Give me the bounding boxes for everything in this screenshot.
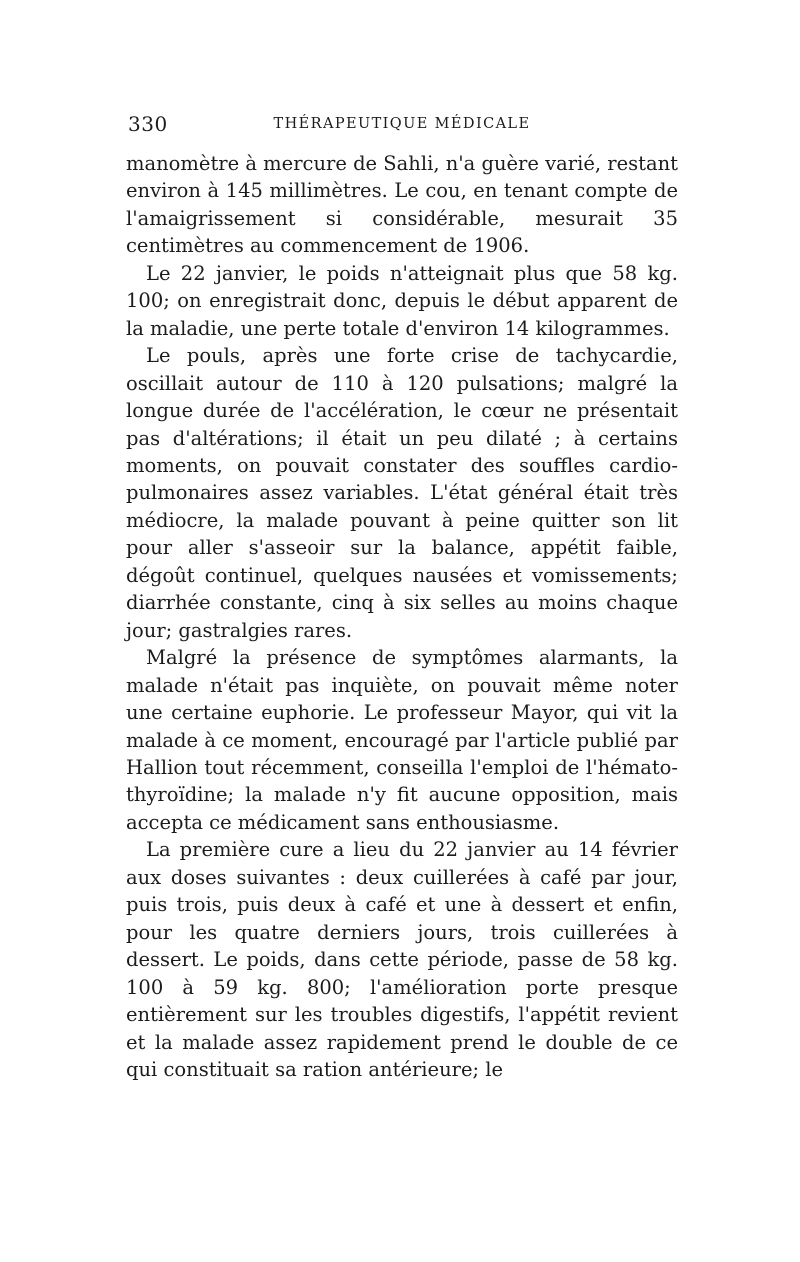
paragraph-pulse: Le pouls, après une forte crise de tachycardie, oscillait autour de 110 à 120 pulsations; malgré la longue durée de l'accélération, le cœur ne présentait pas d'altérations; il était un peu dilaté ; à certains moments, on pouvait constater des souffles cardio-pulmonaires assez variables. L'état général était très médiocre, la malade pouvant à peine quitter son lit pour aller s'asseoir sur la balance, appétit faible, dégoût continuel, quelques nausées et vomissements; diarrhée constante, cinq à six selles au moins chaque jour; gastralgies rares. (126, 344, 678, 642)
running-head (128, 112, 676, 142)
body-text (126, 150, 678, 1083)
running-title: THÉRAPEUTIQUE MÉDICALE (273, 116, 531, 132)
paragraph-weight: Le 22 janvier, le poids n'atteignait plus que 58 kg. 100; on enregistrait donc, depuis le début apparent de la maladie, une perte totale d'environ 14 kilogrammes. (126, 261, 678, 340)
paragraph-first-cure: La première cure a lieu du 22 janvier au 14 février aux doses suivantes : deux cuillerées à café par jour, puis trois, puis deux à café et une à dessert et enfin, pour les quatre derniers jours, trois cuillerées à dessert. Le poids, dans cette période, passe de 58 kg. 100 à 59 kg. 800; l'amélioration porte presque entièrement sur les troubles digestifs, l'appétit revient et la malade assez rapidement prend le double de ce qui constituait sa ration antérieure; le (126, 838, 678, 1081)
page-number: 330 (128, 112, 168, 136)
paragraph-treatment-advice: Malgré la présence de symptômes alarmants, la malade n'était pas inquiète, on pouvait même noter une certaine euphorie. Le professeur Mayor, qui vit la malade à ce moment, encouragé par l'article publié par Hallion tout récemment, conseilla l'emploi de l'hémato-thyroïdine; la malade n'y fit aucune opposition, mais accepta ce médicament sans enthousiasme. (126, 646, 678, 834)
paragraph-continued: manomètre à mercure de Sahli, n'a guère varié, restant environ à 145 millimètres. Le cou, en tenant compte de l'amaigrissement si considérable, mesurait 35 centimètres au commencement de 1906. (126, 152, 678, 258)
